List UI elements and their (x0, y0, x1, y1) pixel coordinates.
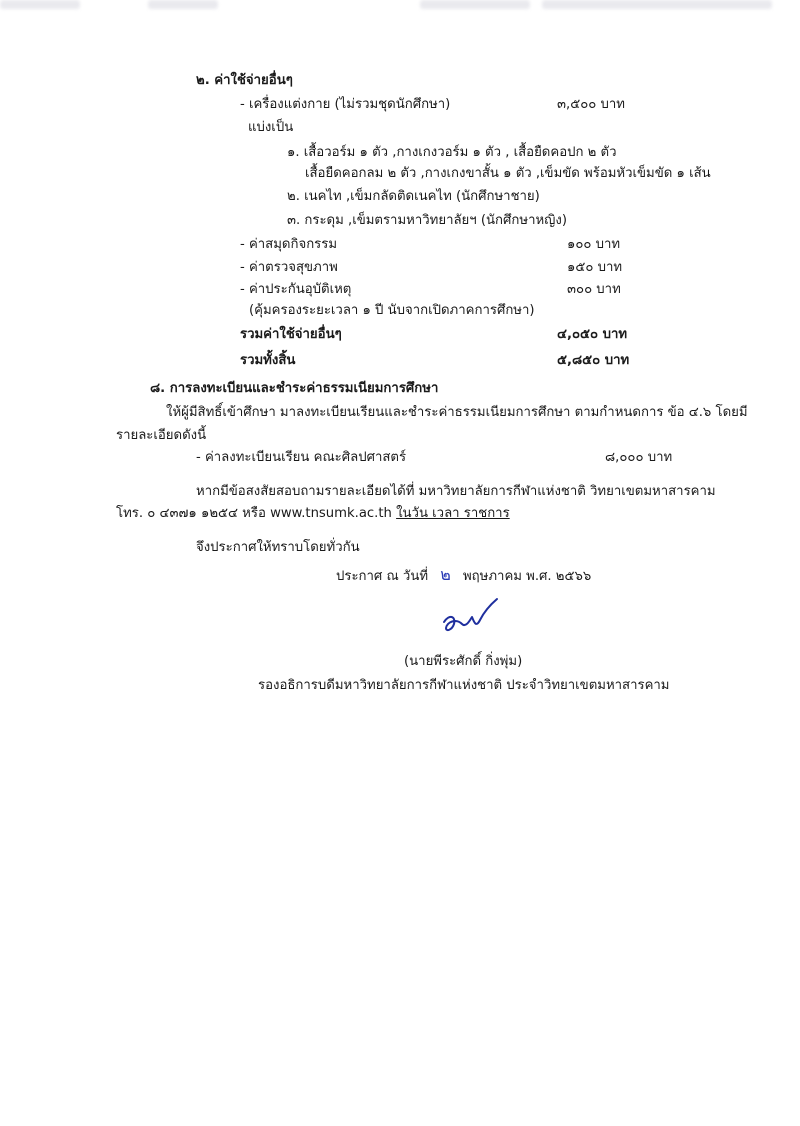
registration-fee-amount: ๘,๐๐๐ บาท (605, 450, 673, 465)
divided-as-label: แบ่งเป็น (248, 120, 294, 135)
subtotal-amount: ๔,๐๕๐ บาท (557, 327, 628, 342)
section-2-heading: ๒. ค่าใช้จ่ายอื่นๆ (196, 73, 293, 88)
scan-header-remnant (148, 0, 218, 9)
section-8-paragraph: ให้ผู้มีสิทธิ์เข้าศึกษา มาลงทะเบียนเรียนและชำระค่าธรรมเนียมการศึกษา ตามกำหนดการ ข้อ ๔.๖ โดยมี (166, 405, 748, 420)
contact-line (116, 505, 510, 523)
uniform-amount: ๓,๕๐๐ บาท (557, 97, 625, 112)
uniform-item: ๓. กระดุม ,เข็มตรามหาวิทยาลัยฯ (นักศึกษาหญิง) (287, 213, 567, 228)
fee-amount: ๑๐๐ บาท (567, 237, 621, 252)
signatory-position: รองอธิการบดีมหาวิทยาลัยการกีฬาแห่งชาติ ประจำวิทยาเขตมหาสารคาม (258, 678, 670, 693)
office-hours: ในวัน เวลา ราชการ (396, 506, 510, 521)
closing-statement: จึงประกาศให้ทราบโดยทั่วกัน (196, 540, 360, 555)
contact-phone-web: โทร. ๐ ๔๓๗๑ ๑๒๕๔ หรือ www.tnsumk.ac.th (116, 506, 392, 521)
announce-day: ๒ (440, 565, 451, 584)
scan-header-remnant (0, 0, 80, 9)
insurance-note: (คุ้มครองระยะเวลา ๑ ปี นับจากเปิดภาคการศึกษา) (249, 303, 535, 318)
announcement-date (336, 566, 591, 586)
grand-total-label: รวมทั้งสิ้น (240, 353, 296, 368)
scan-header-remnant (542, 0, 772, 9)
fee-amount: ๓๐๐ บาท (567, 282, 621, 297)
announce-prefix: ประกาศ ณ วันที่ (336, 569, 429, 584)
grand-total-amount: ๕,๘๕๐ บาท (557, 353, 630, 368)
fee-label: - ค่าประกันอุบัติเหตุ (240, 282, 352, 297)
uniform-item: เสื้อยืดคอกลม ๒ ตัว ,กางเกงขาสั้น ๑ ตัว ,เข็มขัด พร้อมหัวเข็มขัด ๑ เส้น (305, 166, 711, 181)
uniform-item: ๑. เสื้อวอร์ม ๑ ตัว ,กางเกงวอร์ม ๑ ตัว , เสื้อยืดคอปก ๒ ตัว (287, 145, 617, 160)
fee-amount: ๑๕๐ บาท (567, 260, 623, 275)
handwritten-signature (440, 596, 500, 640)
subtotal-label: รวมค่าใช้จ่ายอื่นๆ (240, 327, 342, 342)
scan-header-remnant (420, 0, 530, 9)
signatory-name: (นายพีระศักดิ์ กิ่งพุ่ม) (404, 654, 523, 669)
section-8-heading: ๘. การลงทะเบียนและชำระค่าธรรมเนียมการศึกษา (150, 381, 439, 396)
contact-line: หากมีข้อสงสัยสอบถามรายละเอียดได้ที่ มหาวิทยาลัยการกีฬาแห่งชาติ วิทยาเขตมหาสารคาม (196, 484, 716, 499)
registration-fee-label: - ค่าลงทะเบียนเรียน คณะศิลปศาสตร์ (196, 450, 407, 465)
announce-month-year: พฤษภาคม พ.ศ. ๒๕๖๖ (462, 569, 592, 584)
uniform-label: - เครื่องแต่งกาย (ไม่รวมชุดนักศึกษา) (240, 97, 451, 112)
fee-label: - ค่าตรวจสุขภาพ (240, 260, 338, 275)
uniform-item: ๒. เนคไท ,เข็มกลัดติดเนคไท (นักศึกษาชาย) (287, 189, 540, 204)
section-8-paragraph: รายละเอียดดังนี้ (116, 428, 207, 443)
fee-label: - ค่าสมุดกิจกรรม (240, 237, 338, 252)
